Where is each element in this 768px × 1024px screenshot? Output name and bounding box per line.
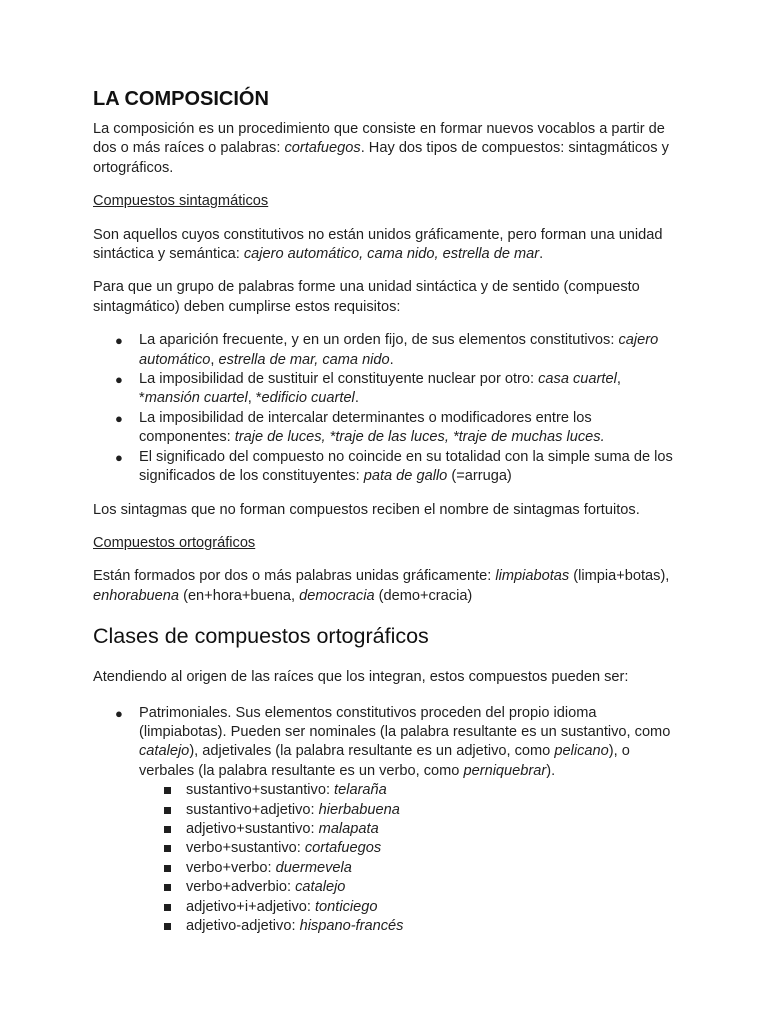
list-item bbox=[186, 878, 683, 897]
list-item bbox=[186, 781, 683, 800]
list-item bbox=[115, 704, 683, 782]
section-heading-clases: Clases de compuestos ortográficos bbox=[93, 624, 429, 649]
list-item bbox=[186, 917, 683, 936]
list-item bbox=[115, 448, 683, 487]
text: La imposibilidad de sustituir el constituyente nuclear por otro: bbox=[139, 371, 539, 388]
bullet-icon: ● bbox=[115, 333, 123, 349]
sintagmas-fortuitos-paragraph: Los sintagmas que no forman compuestos reciben el nombre de sintagmas fortuitos. bbox=[93, 501, 640, 518]
list-item bbox=[186, 801, 683, 820]
bullet-icon: ● bbox=[115, 372, 123, 388]
text: Están formados por dos o más palabras unidas gráficamente: bbox=[93, 568, 496, 585]
text: (=arruga) bbox=[447, 468, 512, 485]
square-bullet-icon bbox=[164, 865, 171, 872]
text: Patrimoniales. Sus elementos constitutivos proceden del propio idioma (limpiabotas). Pueden ser nominales (la palabra resultante es un sustantivo, como bbox=[139, 704, 671, 740]
clases-list bbox=[93, 704, 683, 782]
text: , * bbox=[139, 371, 621, 407]
square-bullet-icon bbox=[164, 904, 171, 911]
example: perniquebrar bbox=[463, 762, 547, 779]
example: edificio cuartel bbox=[261, 390, 355, 407]
square-bullet-icon bbox=[164, 884, 171, 891]
square-bullet-icon bbox=[164, 845, 171, 852]
section-heading-ortograficos bbox=[93, 534, 683, 553]
text: La aparición frecuente, y en un orden fijo, de sus elementos constitutivos: bbox=[139, 332, 619, 349]
section-heading-sintagmaticos bbox=[93, 192, 683, 211]
example: traje de luces, *traje de las luces, *traje de muchas luces. bbox=[234, 429, 605, 446]
example: casa cuartel bbox=[538, 371, 617, 388]
text: verbo+sustantivo: bbox=[186, 840, 305, 857]
intro-paragraph bbox=[93, 120, 683, 178]
bullet-icon: ● bbox=[115, 410, 123, 426]
square-bullet-icon bbox=[164, 787, 171, 794]
example: cortafuegos bbox=[304, 840, 382, 857]
text: (limpia+botas), bbox=[569, 568, 670, 585]
text: , * bbox=[247, 390, 262, 407]
text: sustantivo+sustantivo: bbox=[186, 782, 335, 799]
requirements-list bbox=[93, 331, 683, 486]
list-item bbox=[186, 859, 683, 878]
text: verbo+adverbio: bbox=[186, 879, 296, 896]
example: tonticiego bbox=[315, 898, 378, 915]
ortograficos-definition bbox=[93, 567, 683, 606]
text: (demo+cracia) bbox=[374, 587, 473, 604]
list-item bbox=[186, 839, 683, 858]
text: ). bbox=[546, 762, 556, 779]
list-item bbox=[186, 898, 683, 917]
document-body bbox=[93, 86, 683, 936]
list-item bbox=[115, 409, 683, 448]
example: catalejo bbox=[295, 879, 346, 896]
example: estrella de mar, cama nido bbox=[218, 351, 390, 368]
list-item bbox=[186, 820, 683, 839]
square-bullet-icon bbox=[164, 826, 171, 833]
sintagmaticos-definition bbox=[93, 226, 683, 265]
example: cajero automático, cama nido, estrella de mar bbox=[243, 246, 540, 263]
example: enhorabuena bbox=[93, 587, 180, 604]
example: limpiabotas bbox=[495, 568, 570, 585]
bullet-icon: ● bbox=[115, 705, 123, 721]
example: cortafuegos bbox=[284, 140, 361, 157]
example: democracia bbox=[299, 587, 375, 604]
text: La imposibilidad de intercalar determinantes o modificadores entre los componentes: bbox=[139, 409, 592, 446]
page-title: LA COMPOSICIÓN bbox=[93, 88, 269, 110]
example: mansión cuartel bbox=[144, 390, 248, 407]
text: adjetivo+i+adjetivo: bbox=[186, 898, 315, 915]
underlined-heading: Compuestos sintagmáticos bbox=[93, 193, 269, 210]
list-item bbox=[115, 331, 683, 370]
text: . bbox=[389, 351, 394, 368]
example: cajero automático bbox=[139, 332, 659, 368]
bullet-icon: ● bbox=[115, 449, 123, 465]
example: catalejo bbox=[139, 743, 190, 760]
text: . bbox=[539, 246, 544, 263]
text: La composición es un procedimiento que consiste en formar nuevos vocablos a partir de dos o más raíces o palabras: bbox=[93, 121, 665, 157]
text: ), o verbales (la palabra resultante es un verbo, como bbox=[139, 743, 630, 779]
underlined-heading: Compuestos ortográficos bbox=[93, 534, 256, 551]
text: adjetivo+sustantivo: bbox=[186, 820, 319, 837]
example: telaraña bbox=[334, 782, 387, 799]
text: , bbox=[210, 351, 219, 368]
text: El significado del compuesto no coincide en su totalidad con la simple suma de los significados de los constituyentes: bbox=[139, 448, 673, 485]
example: pata de gallo bbox=[363, 468, 448, 485]
square-bullet-icon bbox=[164, 807, 171, 814]
text: ), adjetivales (la palabra resultante es un adjetivo, como bbox=[189, 743, 555, 760]
text: (en+hora+buena, bbox=[179, 587, 300, 604]
list-item bbox=[115, 370, 683, 409]
text: . bbox=[354, 390, 359, 407]
text: Son aquellos cuyos constitutivos no están unidos gráficamente, pero forman una unidad sintáctica y semántica: bbox=[93, 226, 663, 263]
tipos-list bbox=[93, 781, 683, 936]
text: . Hay dos tipos de compuestos: sintagmáticos y ortográficos. bbox=[93, 140, 669, 176]
example: hispano-francés bbox=[299, 918, 404, 934]
square-bullet-icon bbox=[164, 923, 171, 930]
sintagmaticos-requirements-intro: Para que un grupo de palabras forme una unidad sintáctica y de sentido (compuesto sintagmático) deben cumplirse estos requisitos: bbox=[93, 279, 640, 315]
example: malapata bbox=[318, 820, 379, 837]
clases-intro: Atendiendo al origen de las raíces que los integran, estos compuestos pueden ser: bbox=[93, 669, 629, 686]
text: verbo+verbo: bbox=[186, 859, 276, 876]
text: adjetivo-adjetivo: bbox=[186, 918, 300, 934]
example: hierbabuena bbox=[318, 801, 400, 818]
text: sustantivo+adjetivo: bbox=[186, 801, 319, 818]
example: duermevela bbox=[275, 859, 352, 876]
example: pelicano bbox=[554, 743, 609, 760]
